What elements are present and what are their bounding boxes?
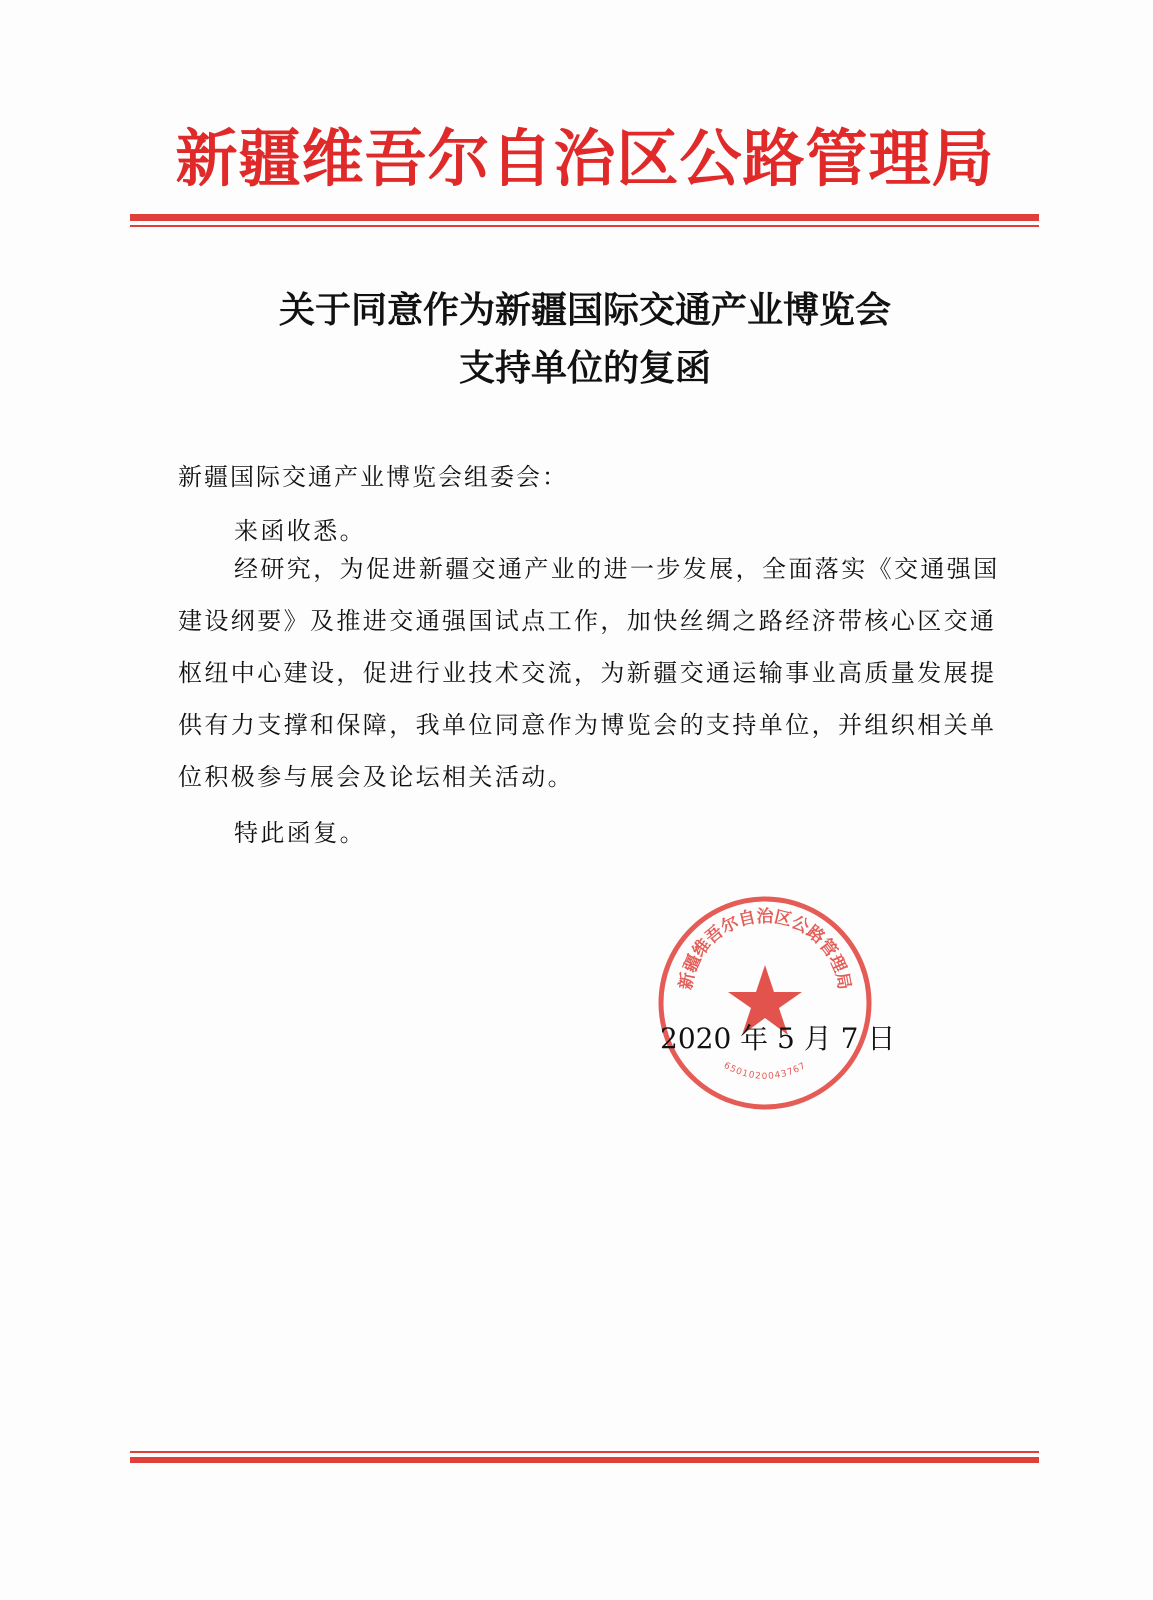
body-paragraph-2: 经研究，为促进新疆交通产业的进一步发展，全面落实《交通强国建设纲要》及推进交通强国试点工作，加快丝绸之路经济带核心区交通枢纽中心建设，促进行业技术交流，为新疆交通运输事业高质量发展提供有力支撑和保障，我单位同意作为博览会的支持单位，并组织相关单位积极参与展会及论坛相关活动。: [178, 555, 1000, 791]
body-paragraph-3: 特此函复。: [234, 819, 366, 847]
document-title: [130, 281, 1040, 397]
recipient-line: 新疆国际交通产业博览会组委会：: [178, 463, 568, 491]
seal-org-name: 新疆维吾尔自治区公路管理局: [675, 906, 855, 992]
letterhead-rule-thin: [130, 225, 1039, 227]
letterhead-title: 新疆维吾尔自治区公路管理局: [175, 122, 995, 195]
body-paragraph-1: 来函收悉。: [234, 517, 366, 545]
seal-code: 6501020043767: [721, 1060, 809, 1082]
document-title-line-2: 支持单位的复函: [458, 347, 711, 389]
footer-rule-thin: [130, 1451, 1039, 1453]
document-date: 2020 年 5 月 7 日: [660, 1022, 896, 1055]
footer-rule-thick: [130, 1457, 1039, 1463]
letterhead-rule-thick: [130, 214, 1039, 221]
official-seal: [655, 893, 875, 1113]
document-title-line-1: 关于同意作为新疆国际交通产业博览会: [278, 289, 891, 331]
